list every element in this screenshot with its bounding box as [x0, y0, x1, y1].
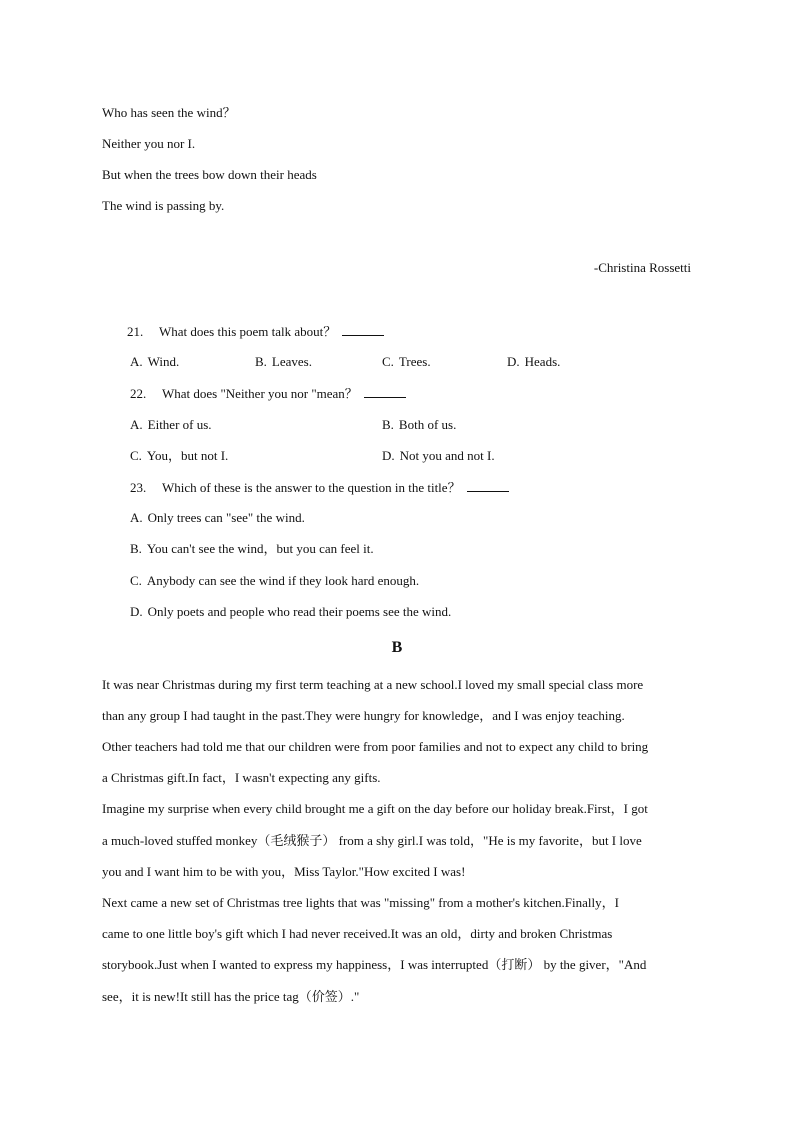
passage-line: Other teachers had told me that our children were from poor families and not to expect any child to bring	[102, 739, 649, 754]
question-22	[130, 385, 406, 402]
option-22a[interactable]: A. Either of us.	[130, 417, 212, 432]
option-21d[interactable]: D. Heads.	[507, 354, 561, 369]
question-text: What does "Neither you nor "mean？	[162, 386, 358, 401]
passage-line: you and I want him to be with you，Miss Taylor."How excited I was!	[102, 864, 466, 879]
passage-line: Next came a new set of Christmas tree lights that was "missing" from a mother's kitchen.Finally，I	[102, 895, 619, 910]
poem-line-1: Who has seen the wind？	[102, 105, 236, 120]
option-22b[interactable]: B. Both of us.	[382, 417, 457, 432]
answer-blank[interactable]	[364, 385, 406, 398]
option-23d[interactable]: D. Only poets and people who read their poems see the wind.	[130, 604, 452, 619]
answer-blank[interactable]	[342, 323, 384, 336]
question-21	[127, 323, 384, 340]
poem-line-3: But when the trees bow down their heads	[102, 167, 317, 182]
passage-line: a Christmas gift.In fact，I wasn't expecting any gifts.	[102, 770, 381, 785]
passage-line: storybook.Just when I wanted to express my happiness，I was interrupted（打断） by the giver，"And	[102, 957, 647, 972]
question-number: 23.	[130, 480, 147, 495]
option-22c[interactable]: C. You，but not I.	[130, 448, 229, 463]
question-number: 21.	[127, 324, 144, 339]
question-text: What does this poem talk about？	[159, 324, 337, 339]
option-23a[interactable]: A. Only trees can "see" the wind.	[130, 510, 305, 525]
passage-line: a much-loved stuffed monkey（毛绒猴子） from a shy girl.I was told，"He is my favorite，but I love	[102, 833, 642, 848]
question-number: 22.	[130, 386, 147, 401]
passage-line: see，it is new!It still has the price tag（价签）."	[102, 989, 360, 1004]
option-21a[interactable]: A. Wind.	[130, 354, 180, 369]
passage-line: It was near Christmas during my first term teaching at a new school.I loved my small special class more	[102, 677, 644, 692]
option-21b[interactable]: B. Leaves.	[255, 354, 312, 369]
question-text: Which of these is the answer to the question in the title？	[162, 480, 461, 495]
poem-line-4: The wind is passing by.	[102, 198, 225, 213]
option-23b[interactable]: B. You can't see the wind，but you can feel it.	[130, 541, 374, 556]
poem-author: -Christina Rossetti	[593, 260, 691, 275]
option-22d[interactable]: D. Not you and not I.	[382, 448, 495, 463]
answer-blank[interactable]	[467, 479, 509, 492]
passage-line: came to one little boy's gift which I had never received.It was an old，dirty and broken Christmas	[102, 926, 613, 941]
poem-line-2: Neither you nor I.	[102, 136, 196, 151]
passage-line: Imagine my surprise when every child brought me a gift on the day before our holiday break.First，I got	[102, 801, 648, 816]
passage-line: than any group I had taught in the past.They were hungry for knowledge，and I was enjoy teaching.	[102, 708, 625, 723]
section-heading: B	[391, 639, 403, 656]
option-23c[interactable]: C. Anybody can see the wind if they look hard enough.	[130, 573, 420, 588]
option-21c[interactable]: C. Trees.	[382, 354, 431, 369]
question-23	[130, 479, 509, 496]
